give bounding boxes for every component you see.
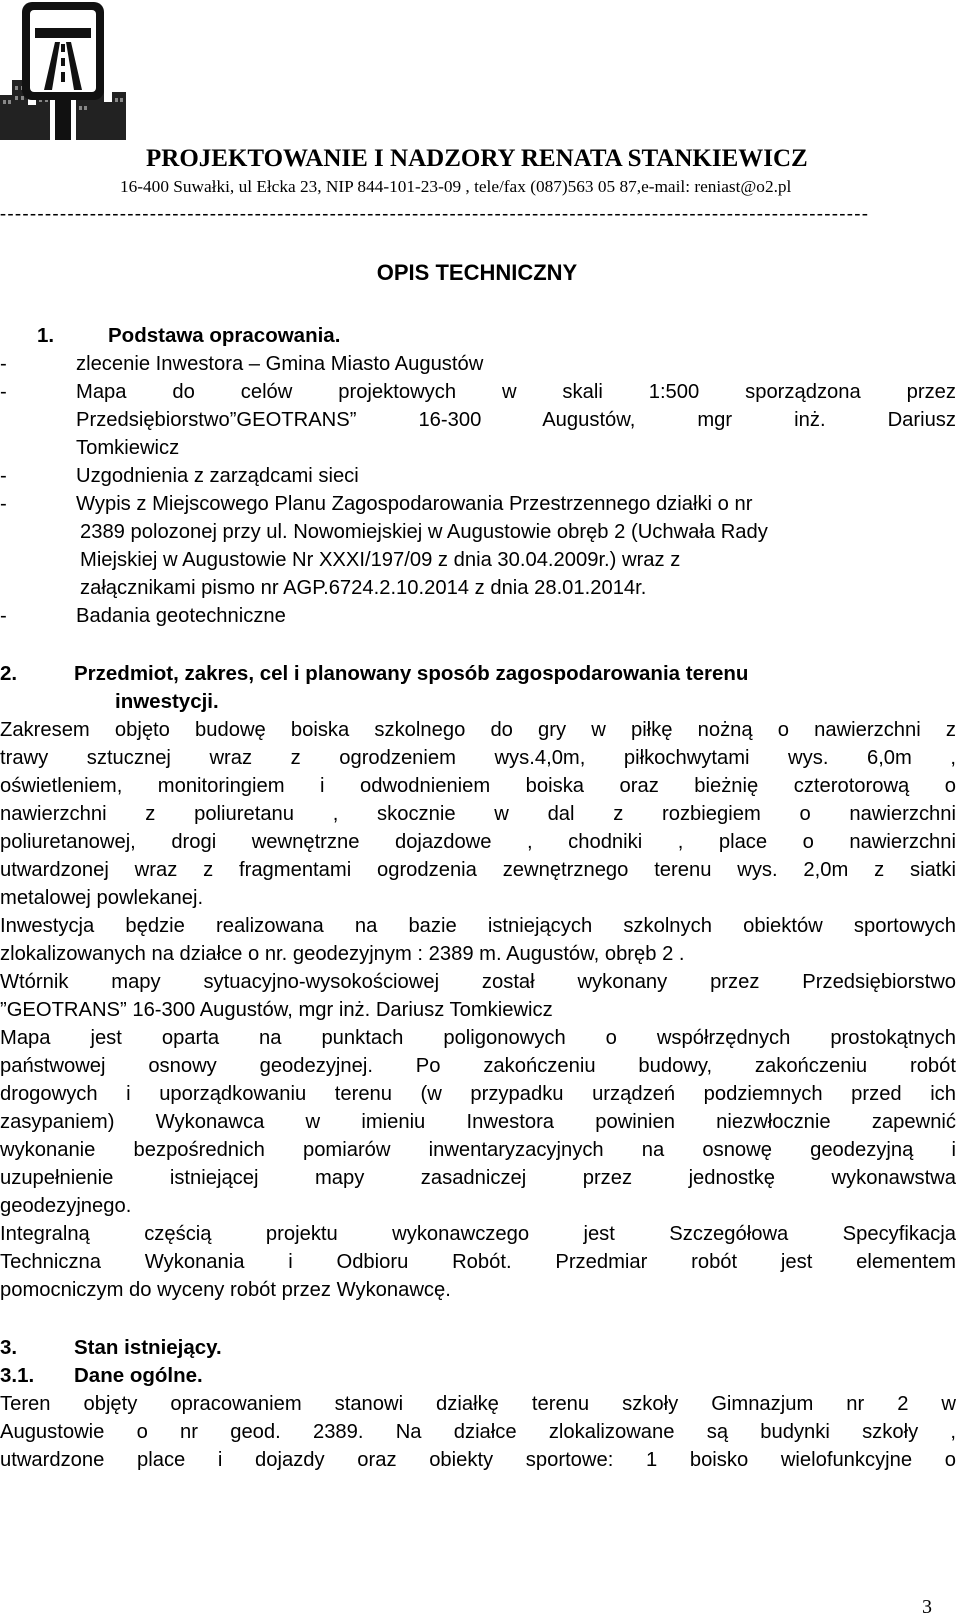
source-list bbox=[0, 350, 956, 630]
company-name: PROJEKTOWANIE I NADZORY RENATA STANKIEWICZ bbox=[146, 145, 808, 172]
list-item: - Uzgodnienia z zarządcami sieci bbox=[0, 465, 359, 487]
paragraph-line: wykonanie bezpośrednich pomiarów inwentaryzacyjnych na osnowę geodezyjną i bbox=[0, 1139, 956, 1161]
list-item: - zlecenie Inwestora – Gmina Miasto Augustów bbox=[0, 353, 484, 375]
section-2-heading bbox=[0, 660, 956, 716]
document-title: OPIS TECHNICZNY bbox=[376, 260, 578, 285]
list-item: - Mapa do celów projektowych w skali 1:500 sporządzona przez bbox=[0, 381, 956, 403]
paragraph-line: geodezyjnego. bbox=[0, 1195, 132, 1217]
list-item: - Badania geotechniczne bbox=[0, 605, 286, 627]
paragraph-line: Inwestycja będzie realizowana na bazie istniejących szkolnych obiektów sportowych bbox=[0, 915, 956, 937]
paragraph-line: oświetleniem, monitoringiem i odwodnieniem boiska oraz bieżnię czterotorową o bbox=[0, 775, 956, 797]
paragraph-line: utwardzonej wraz z fragmentami ogrodzenia zewnętrznego terenu wys. 2,0m z siatki bbox=[0, 859, 956, 881]
subsection-title: Dane ogólne. bbox=[74, 1364, 203, 1387]
paragraph-line: pomocniczym do wyceny robót przez Wykonawcę. bbox=[0, 1279, 451, 1301]
subsection-number: 3.1. bbox=[0, 1364, 35, 1387]
paragraph-line: ”GEOTRANS” 16-300 Augustów, mgr inż. Dariusz Tomkiewicz bbox=[0, 999, 553, 1021]
section-number: 3. bbox=[0, 1336, 18, 1359]
paragraph-line: Wtórnik mapy sytuacyjno-wysokościowej został wykonany przez Przedsiębiorstwo bbox=[0, 971, 956, 993]
paragraph-line: Integralną częścią projektu wykonawczego jest Szczegółowa Specyfikacja bbox=[0, 1223, 956, 1245]
paragraph-line: Teren objęty opracowaniem stanowi działkę terenu szkoły Gimnazjum nr 2 w bbox=[0, 1393, 956, 1415]
paragraph-line: Techniczna Wykonania i Odbioru Robót. Przedmiar robót jest elementem bbox=[0, 1251, 956, 1273]
list-item: Miejskiej w Augustowie Nr XXXI/197/09 z dnia 30.04.2009r.) wraz z bbox=[80, 549, 681, 571]
section-3-1-heading bbox=[0, 1362, 600, 1390]
paragraph-line: zlokalizowanych na działce o nr. geodezyjnym : 2389 m. Augustów, obręb 2 . bbox=[0, 943, 685, 965]
paragraph-line: poliuretanowej, drogi wewnętrzne dojazdowe , chodniki , place o nawierzchni bbox=[0, 831, 956, 853]
section-2-body bbox=[0, 716, 956, 1304]
section-title: Przedmiot, zakres, cel i planowany sposób zagospodarowania terenu bbox=[74, 662, 749, 685]
paragraph-line: trawy sztucznej wraz z ogrodzeniem wys.4,0m, piłkochwytami wys. 6,0m , bbox=[0, 747, 956, 769]
paragraph-line: Mapa jest oparta na punktach poligonowych o współrzędnych prostokątnych bbox=[0, 1027, 956, 1049]
company-address: 16-400 Suwałki, ul Ełcka 23, NIP 844-101-23-09 , tele/fax (087)563 05 87,e-mail: reniast@o2.pl bbox=[120, 177, 792, 196]
section-title: Stan istniejący. bbox=[74, 1336, 222, 1359]
paragraph-line: zasypaniem) Wykonawca w imieniu Inwestora powinien niezwłocznie zapewnić bbox=[0, 1111, 956, 1133]
paragraph-line: utwardzone place i dojazdy oraz obiekty sportowe: 1 boisko wielofunkcyjne o bbox=[0, 1449, 956, 1471]
paragraph-line: metalowej powlekanej. bbox=[0, 887, 204, 909]
page-number: 3 bbox=[922, 1596, 932, 1618]
list-item: Tomkiewicz bbox=[76, 437, 180, 459]
section-1-heading bbox=[37, 322, 937, 350]
paragraph-line: nawierzchni z poliuretanu , skocznie w dal z rozbiegiem o nawierzchni bbox=[0, 803, 956, 825]
section-number: 2. bbox=[0, 662, 18, 685]
list-item: - Wypis z Miejscowego Planu Zagospodarowania Przestrzennego działki o nr bbox=[0, 493, 753, 515]
section-3-body bbox=[0, 1390, 956, 1474]
section-number: 1. bbox=[37, 324, 55, 347]
list-item: załącznikami pismo nr AGP.6724.2.10.2014 z dnia 28.01.2014r. bbox=[80, 577, 647, 599]
paragraph-line: drogowych i uporządkowaniu terenu (w przypadku urządzeń podziemnych przed ich bbox=[0, 1083, 956, 1105]
section-title: Podstawa opracowania. bbox=[108, 324, 341, 347]
paragraph-line: uzupełnienie istniejącej mapy zasadniczej przez jednostkę wykonawstwa bbox=[0, 1167, 956, 1189]
paragraph-line: państwowej osnowy geodezyjnej. Po zakończeniu budowy, zakończeniu robót bbox=[0, 1055, 956, 1077]
section-title-continued: inwestycji. bbox=[115, 690, 219, 713]
header-divider: -------------------------------------------------------------------------------------------------------------------- bbox=[0, 203, 870, 223]
company-logo bbox=[0, 0, 126, 140]
paragraph-line: Augustowie o nr geod. 2389. Na działce zlokalizowane są budynki szkoły , bbox=[0, 1421, 956, 1443]
paragraph-line: Zakresem objęto budowę boiska szkolnego do gry w piłkę nożną o nawierzchni z bbox=[0, 719, 956, 741]
list-item: Przedsiębiorstwo”GEOTRANS” 16-300 Augustów, mgr inż. Dariusz bbox=[76, 409, 956, 431]
section-3-heading bbox=[0, 1334, 600, 1362]
list-item: 2389 polozonej przy ul. Nowomiejskiej w Augustowie obręb 2 (Uchwała Rady bbox=[80, 521, 768, 543]
